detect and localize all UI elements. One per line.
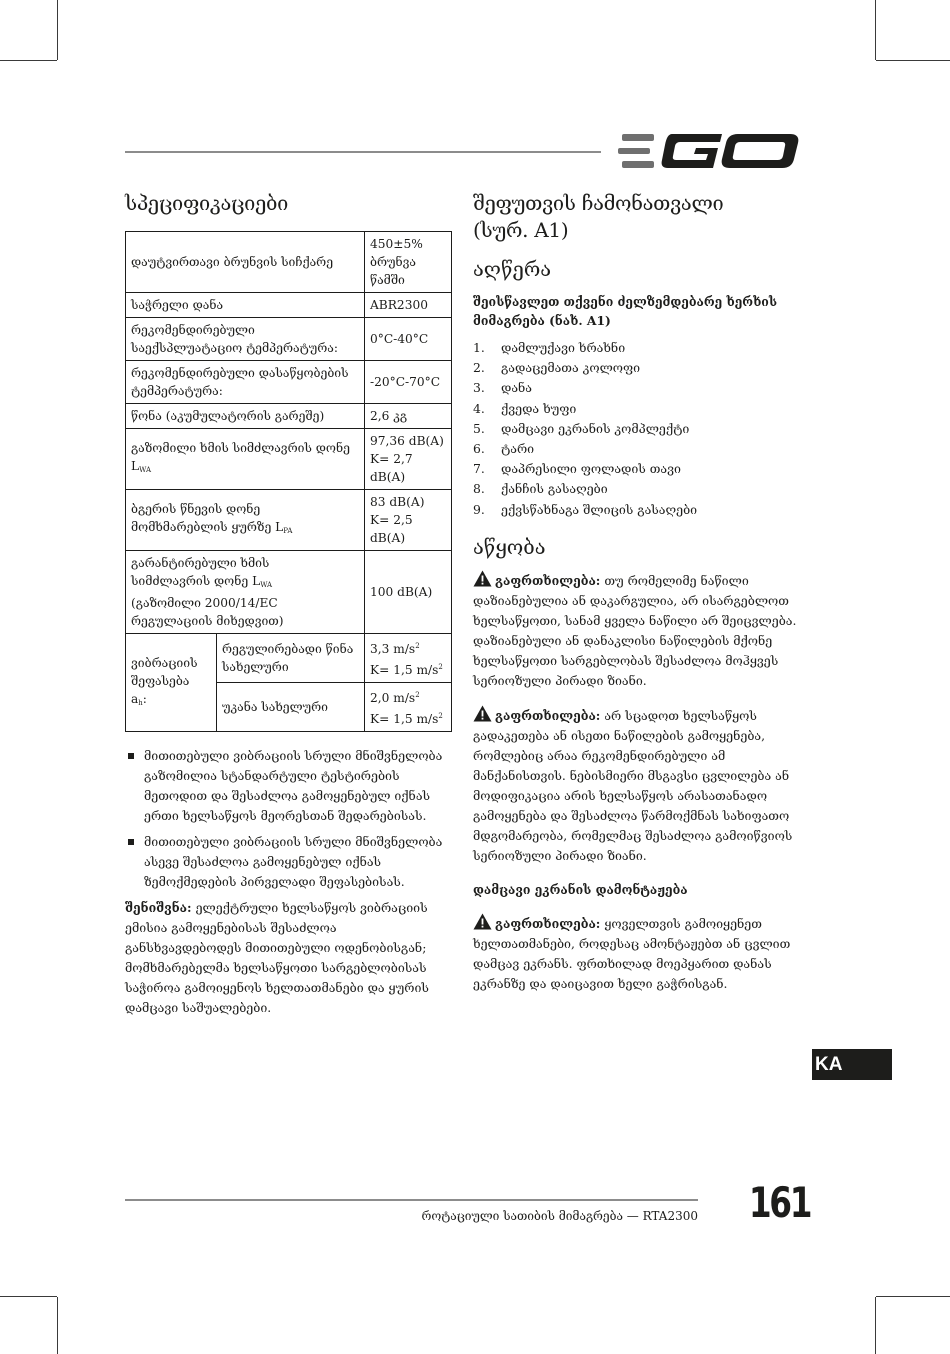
note-paragraph	[125, 898, 455, 1018]
value-line: K= 2,5 dB(A)	[370, 513, 413, 545]
item-text: დამცავი ეკრანის კომპლექტი	[501, 420, 690, 436]
warning-paragraph	[473, 913, 809, 994]
warning-label: გაფრთხილება:	[495, 707, 601, 723]
table-row	[126, 318, 452, 361]
list-item	[473, 399, 809, 419]
right-column	[473, 190, 809, 1004]
spec-label: რეკომენდირებული დასაწყობების ტემპერატურა:	[126, 361, 365, 404]
list-item: მითითებული ვიბრაციის სრული მნიშვნელობა გაზომილია სტანდარტული ტესტირების მეთოდით და შესაძლოა გამოყენებულ იქნას ერთი ხელსაწყოს მეორესთან შედარებისას.	[125, 746, 455, 826]
label-line: (გაზომილი 2000/14/EC რეგულაციის მიხედვით)	[131, 596, 284, 628]
page-number: 161	[748, 1178, 811, 1227]
spec-value	[365, 490, 452, 551]
warning-paragraph	[473, 705, 809, 866]
value-line: K= 1,5 m/s	[370, 663, 439, 677]
vibration-notes	[125, 746, 455, 892]
sound-power-label: გაზომილი ხმის სიმძლავრის დონე L	[131, 441, 350, 473]
table-row	[126, 490, 452, 551]
list-item	[473, 479, 809, 499]
item-number: 5.	[473, 420, 485, 436]
crop-mark	[57, 1297, 58, 1354]
warning-icon	[473, 570, 492, 587]
label-line: გარანტირებული ხმის	[131, 556, 270, 570]
description-title: აღწერა	[473, 257, 552, 281]
parts-list	[473, 338, 809, 520]
packing-list-title	[473, 190, 809, 244]
specifications-title: სპეციფიკაციები	[125, 191, 289, 215]
table-row	[126, 232, 452, 293]
warning-text: არ სცადოთ ხელსაწყოს გადაკეთება ან ისეთი ნაწილების გამოყენება, რომლებიც არაა რეკომენდირებული ამ მანქანისთვის. ნებისმიერი მსგავსი ცვლილება ან მოდიფიკაცია არის ხელსაწყოს არასათანადო გამოყენება და შესაძლოა წარმოქმნას სახიფათო მდგომარეობა, რომელმაც შესაძლოა გამოიწვიოს სერიოზული პირადი ზიანი.	[473, 707, 793, 863]
ego-logo	[618, 131, 800, 171]
table-row	[126, 634, 452, 683]
superscript: 2	[415, 642, 420, 650]
spec-table	[125, 231, 452, 732]
value-line: 2,0 m/s	[370, 691, 416, 705]
language-tab: KA	[812, 1049, 892, 1080]
item-text: გადაცემათა კოლოფი	[501, 360, 641, 376]
spec-label: რეგულირებადი წინა სახელური	[217, 634, 365, 683]
warning-label: გაფრთხილება:	[495, 572, 601, 588]
table-row	[126, 429, 452, 490]
spec-label	[126, 551, 365, 634]
subscript: WA	[139, 466, 151, 474]
item-text: დანა	[501, 380, 532, 396]
assembly-title: აწყობა	[473, 534, 546, 559]
spec-label: საჭრელი დანა	[126, 293, 365, 318]
list-item	[473, 378, 809, 398]
item-text: დამლუქავი ხრახნი	[501, 340, 626, 355]
item-number: 4.	[473, 400, 485, 416]
item-number: 6.	[473, 441, 485, 457]
vibration-label	[126, 634, 217, 732]
spec-value	[365, 683, 452, 732]
spec-label: რეკომენდირებული საექსპლუატაციო ტემპერატურა:	[126, 318, 365, 361]
crop-mark	[875, 1297, 876, 1354]
value-line: 83 dB(A)	[370, 495, 425, 509]
list-item	[473, 358, 809, 378]
label-line: ბგერის წნევის დონე	[131, 502, 261, 516]
table-row	[126, 551, 452, 634]
item-text: ტარი	[501, 441, 535, 457]
spec-value	[365, 429, 452, 490]
crop-mark	[876, 1296, 950, 1297]
crop-mark	[0, 1296, 57, 1297]
item-number: 7.	[473, 461, 485, 477]
spec-value: 2,6 კგ	[365, 404, 452, 429]
warning-label: გაფრთხილება:	[495, 915, 601, 931]
subscript: WA	[260, 581, 273, 589]
note-text: ელექტრული ხელსაწყოს ვიბრაციის ემისია გამოყენებისას შესაძლოა განსხვავდებოდეს მითითებული ოდენობისგან; მომხმარებელმა ხელსაწყოთი სარგებლობისას საჭიროა გამოიყენოს ხელთათმანები და ყურის დამცავი საშუალებები.	[125, 900, 429, 1015]
value-line: K= 2,7 dB(A)	[370, 452, 413, 484]
spec-label: წონა (აკუმულატორის გარეშე)	[126, 404, 365, 429]
title-line: შეფუთვის ჩამონათვალი	[473, 191, 724, 215]
item-text: ქვედა ხუფი	[501, 400, 577, 416]
list-item	[473, 459, 809, 479]
subscript: h	[138, 698, 143, 707]
title-line: (სურ. A1)	[473, 218, 569, 242]
warning-paragraph	[473, 570, 809, 691]
spec-value: 0°C-40°C	[365, 318, 452, 361]
warning-icon	[473, 913, 492, 930]
item-number: 3.	[473, 380, 485, 396]
item-number: 9.	[473, 501, 485, 517]
shield-install-title: დამცავი ეკრანის დამონტაჟება	[473, 881, 688, 897]
list-item	[473, 338, 809, 358]
table-row	[126, 361, 452, 404]
warning-icon	[473, 705, 492, 722]
item-number: 8.	[473, 481, 485, 497]
crop-mark	[57, 0, 58, 60]
spec-label	[126, 490, 365, 551]
ah-symbol: a	[131, 691, 139, 706]
item-text: დაპრესილი ფოლადის თავი	[501, 461, 681, 477]
ah-colon: :	[142, 691, 147, 706]
spec-value: -20°C-70°C	[365, 361, 452, 404]
superscript: 2	[438, 712, 443, 720]
superscript: 2	[415, 691, 420, 699]
warning-text: ყოველთვის გამოიყენეთ ხელთათმანები, როდესაც ამონტაჟებთ ან ცვლით დამცავ ეკრანს. ფრთხილად მოეპყარით დანას ეკრანზე და დაიცავით ხელი გაჭრისგან.	[473, 915, 791, 991]
header-rule	[125, 151, 601, 153]
warning-text: თუ რომელიმე ნაწილი დაზიანებულია ან დაკარგულია, არ ისარგებლოთ ხელსაწყოთი, სანამ ყველა ნაწილი არ შეიცვლება. დაზიანებული ან დანაკლისი ნაწილების მქონე ხელსაწყოთი სარგებლობას შესაძლოა მოჰყვეს სერიოზული პირადი ზიანი.	[473, 572, 797, 688]
crop-mark	[0, 60, 57, 61]
value-line: 97,36 dB(A)	[370, 434, 444, 448]
spec-value: 450±5% ბრუნვა წამში	[365, 232, 452, 293]
table-row	[126, 293, 452, 318]
crop-mark	[876, 60, 950, 61]
label-line: სიმძლავრის დონე L	[131, 574, 261, 588]
list-item	[473, 500, 809, 520]
vibration-title: ვიბრაციის შეფასება	[131, 655, 198, 688]
spec-label: უკანა სახელური	[217, 683, 365, 732]
list-item	[473, 439, 809, 459]
superscript: 2	[438, 663, 443, 671]
note-label: შენიშვნა:	[125, 900, 192, 915]
value-line: 3,3 m/s	[370, 642, 416, 656]
spec-value	[365, 634, 452, 683]
footer-rule	[125, 1199, 698, 1201]
spec-value: ABR2300	[365, 293, 452, 318]
item-number: 1.	[473, 340, 485, 355]
subscript: PA	[283, 527, 293, 535]
footer-text: როტაციული სათიბის მიმაგრება — RTA2300	[421, 1209, 698, 1223]
table-row	[126, 404, 452, 429]
list-item	[473, 419, 809, 439]
left-column	[125, 190, 455, 1028]
spec-value: 100 dB(A)	[365, 551, 452, 634]
description-intro: შეისწავლეთ თქვენი ძელზემდებარე ხერხის მიმაგრება (ნახ. A1)	[473, 294, 778, 328]
label-line: მომხმარებლის ყურზე L	[131, 520, 284, 534]
item-text: ექვსწახნაგა შლიცის გასაღები	[501, 501, 698, 517]
value-line: K= 1,5 m/s	[370, 712, 439, 726]
item-number: 2.	[473, 360, 485, 376]
spec-label	[126, 429, 365, 490]
crop-mark	[875, 0, 876, 60]
spec-label: დაუტვირთავი ბრუნვის სიჩქარე	[126, 232, 365, 293]
list-item: მითითებული ვიბრაციის სრული მნიშვნელობა ასევე შესაძლოა გამოყენებულ იქნას ზემოქმედების პირველადი შეფასებისას.	[125, 832, 455, 892]
item-text: ქანჩის გასაღები	[501, 481, 608, 497]
